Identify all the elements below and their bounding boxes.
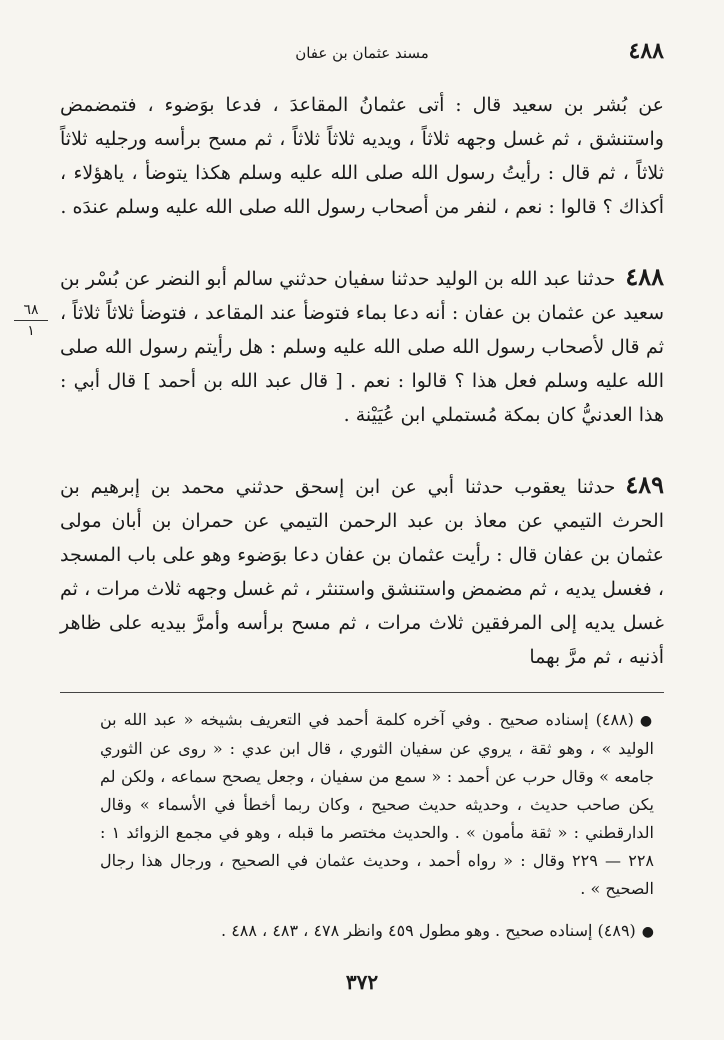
paragraph-text: عن بُشر بن سعيد قال : أتى عثمانُ المقاعدَ ، فدعا بوَضوء ، فتمضمض واستنشق ، ثم غسل وجهه ثلاثاً ، ويديه ثلاثاً ثلاثاً ، ثم مسح برأسه ورجليه ثلاثاً ثلاثاً ، ثم قال : رأيتُ رسول الله صلى الله عليه وسلم هكذا يتوضأ ، ياهؤلاء ، أكذاك ؟ قالوا : نعم ، لنفر من أصحاب رسول الله صلى الله عليه وسلم عندَه .	[60, 94, 664, 218]
footer-page-number: ٣٧٢	[345, 970, 379, 994]
footnote-text: (٤٨٨) إسناده صحيح . وفي آخره كلمة أحمد في التعريف بشيخه « عبد الله بن الوليد » ، وهو ثقة ، يروي عن سفيان الثوري ، قال ابن عدي : « روى عن الثوري جامعه » وقال حرب عن أحمد : « سمع من سفيان ، وجعل يصحح سماعه ، ولكن لم يكن صاحب حديث ، وحديثه حديث صحيح ، وكان ربما أخطأ في الأسماء » وقال الدارقطني : « ثقة مأمون » . والحديث مختصر ما قبله ، وهو في مجمع الزوائد ١ : ٢٢٨ — ٢٢٩ وقال : « رواه أحمد ، وحديث عثمان في الصحيح ، ورجال هذا رجال الصحيح » .	[100, 710, 655, 898]
page-header	[60, 38, 664, 74]
paragraph-text: حدثنا عبد الله بن الوليد حدثنا سفيان حدثني سالم أبو النضر عن بُسْر بن سعيد عن عثمان بن عفان : أنه دعا بماء فتوضأ عند المقاعد ، فتوضأ ثلاثاً ثلاثاً ، ثم قال لأصحاب رسول الله صلى الله عليه وسلم : هل رأيتم رسول الله صلى الله عليه وسلم فعل هذا ؟ قالوا : نعم . [ قال عبد الله بن أحمد ] قال أبي : هذا العدنيُّ كان بمكة مُستملي ابن عُيَيْنة .	[60, 268, 664, 426]
margin-note-divider	[14, 320, 48, 321]
footnote-text: (٤٨٩) إسناده صحيح . وهو مطول ٤٥٩ وانظر ٤٧٨ ، ٤٨٣ ، ٤٨٨ .	[221, 921, 636, 940]
page-number: ٤٨٨	[628, 38, 664, 64]
margin-note	[14, 302, 48, 339]
margin-note-top: ٦٨	[23, 302, 39, 318]
footnote-488	[100, 706, 654, 903]
running-title: مسند عثمان بن عفان	[295, 44, 429, 62]
hadith-489	[60, 468, 664, 674]
main-text	[60, 88, 664, 674]
hadith-number: ٤٨٩	[625, 470, 664, 499]
footnote-divider	[60, 692, 664, 693]
footnotes	[100, 706, 654, 946]
paragraph-text: حدثنا يعقوب حدثنا أبي عن ابن إسحق حدثني محمد بن إبرهيم بن الحرث التيمي عن معاذ بن عبد الرحمن التيمي عن حمران بن أبان مولى عثمان بن عفان قال : رأيت عثمان بن عفان دعا بوَضوء وهو على باب المسجد ، فغسل يديه ، ثم مضمض واستنشق واستنثر ، ثم غسل وجهه ثلاث مرات ، ثم غسل يديه إلى المرفقين ثلاث مرات ، ثم مسح برأسه وأمرَّ بيديه على ظاهر أذنيه ، ثم مرَّ بهما	[60, 476, 664, 668]
footnote-489	[100, 917, 654, 946]
paragraph-continuation	[60, 88, 664, 224]
bullet-icon: ●	[641, 924, 654, 940]
bullet-icon: ●	[639, 713, 654, 729]
hadith-number: ٤٨٨	[625, 262, 664, 291]
hadith-488	[60, 260, 664, 432]
margin-note-bottom: ١	[27, 323, 35, 339]
